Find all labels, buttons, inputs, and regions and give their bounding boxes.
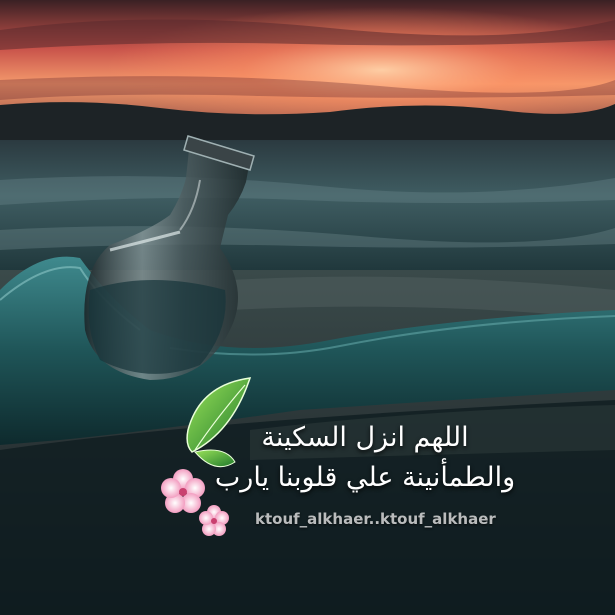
caption-line-1: اللهم انزل السكينة bbox=[261, 422, 469, 453]
prayer-caption bbox=[185, 418, 545, 498]
caption-line-2: والطمأنينة علي قلوبنا يارب bbox=[214, 462, 516, 493]
watermark-handle: ktouf_alkhaer..ktouf_alkhaer bbox=[255, 510, 496, 528]
